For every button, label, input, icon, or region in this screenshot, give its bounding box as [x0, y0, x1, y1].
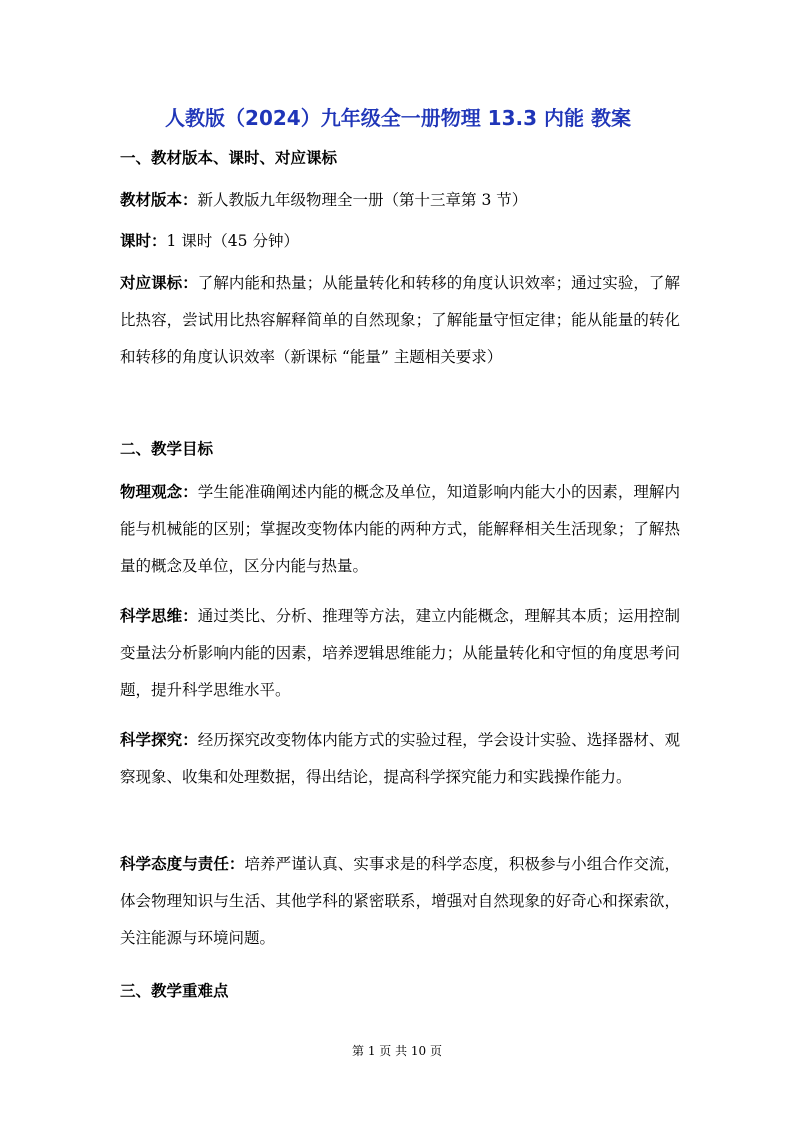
inquiry-text: 经历探究改变物体内能方式的实验过程，学会设计实验、选择器材、观察现象、收集和处理数据，得出结论，提高科学探究能力和实践操作能力。: [120, 731, 680, 786]
concept-text: 学生能准确阐述内能的概念及单位，知道影响内能大小的因素，理解内能与机械能的区别；掌握改变物体内能的两种方式，能解释相关生活现象；了解热量的概念及单位，区分内能与热量。: [120, 483, 680, 575]
edition-label: 教材版本：: [120, 191, 198, 209]
hours-label: 课时：: [120, 232, 167, 250]
concept-label: 物理观念：: [120, 483, 198, 501]
paragraph-scientific-inquiry: [120, 722, 680, 796]
section-heading-materials: 一、教材版本、课时、对应课标: [120, 149, 338, 167]
paragraph-standard: [120, 265, 680, 376]
paragraph-scientific-attitude: [120, 846, 680, 957]
paragraph-physics-concept: [120, 474, 680, 585]
section-heading-objectives: 二、教学目标: [120, 440, 214, 458]
edition-text: 新人教版九年级物理全一册（第十三章第 3 节）: [197, 191, 528, 209]
attitude-text: 培养严谨认真、实事求是的科学态度，积极参与小组合作交流，体会物理知识与生活、其他学科的紧密联系，增强对自然现象的好奇心和探索欲，关注能源与环境问题。: [120, 855, 680, 947]
hours-text: 1 课时（45 分钟）: [166, 232, 299, 250]
attitude-label: 科学态度与责任：: [120, 855, 245, 873]
inquiry-label: 科学探究：: [120, 731, 198, 749]
paragraph-edition: [120, 182, 680, 219]
document-title: 人教版（2024）九年级全一册物理 13.3 内能 教案: [165, 106, 631, 130]
paragraph-hours: [120, 223, 680, 260]
page-footer: 第 1 页 共 10 页: [352, 1044, 442, 1058]
standard-text: 了解内能和热量；从能量转化和转移的角度认识效率；通过实验，了解比热容，尝试用比热容解释简单的自然现象；了解能量守恒定律；能从能量的转化和转移的角度认识效率（新课标 “能量” 主题相关要求）: [120, 274, 680, 366]
paragraph-scientific-thinking: [120, 598, 680, 709]
section-heading-key-points: 三、教学重难点: [120, 982, 229, 1000]
thinking-label: 科学思维：: [120, 607, 198, 625]
thinking-text: 通过类比、分析、推理等方法，建立内能概念，理解其本质；运用控制变量法分析影响内能的因素，培养逻辑思维能力；从能量转化和守恒的角度思考问题，提升科学思维水平。: [120, 607, 680, 699]
standard-label: 对应课标：: [120, 274, 198, 292]
